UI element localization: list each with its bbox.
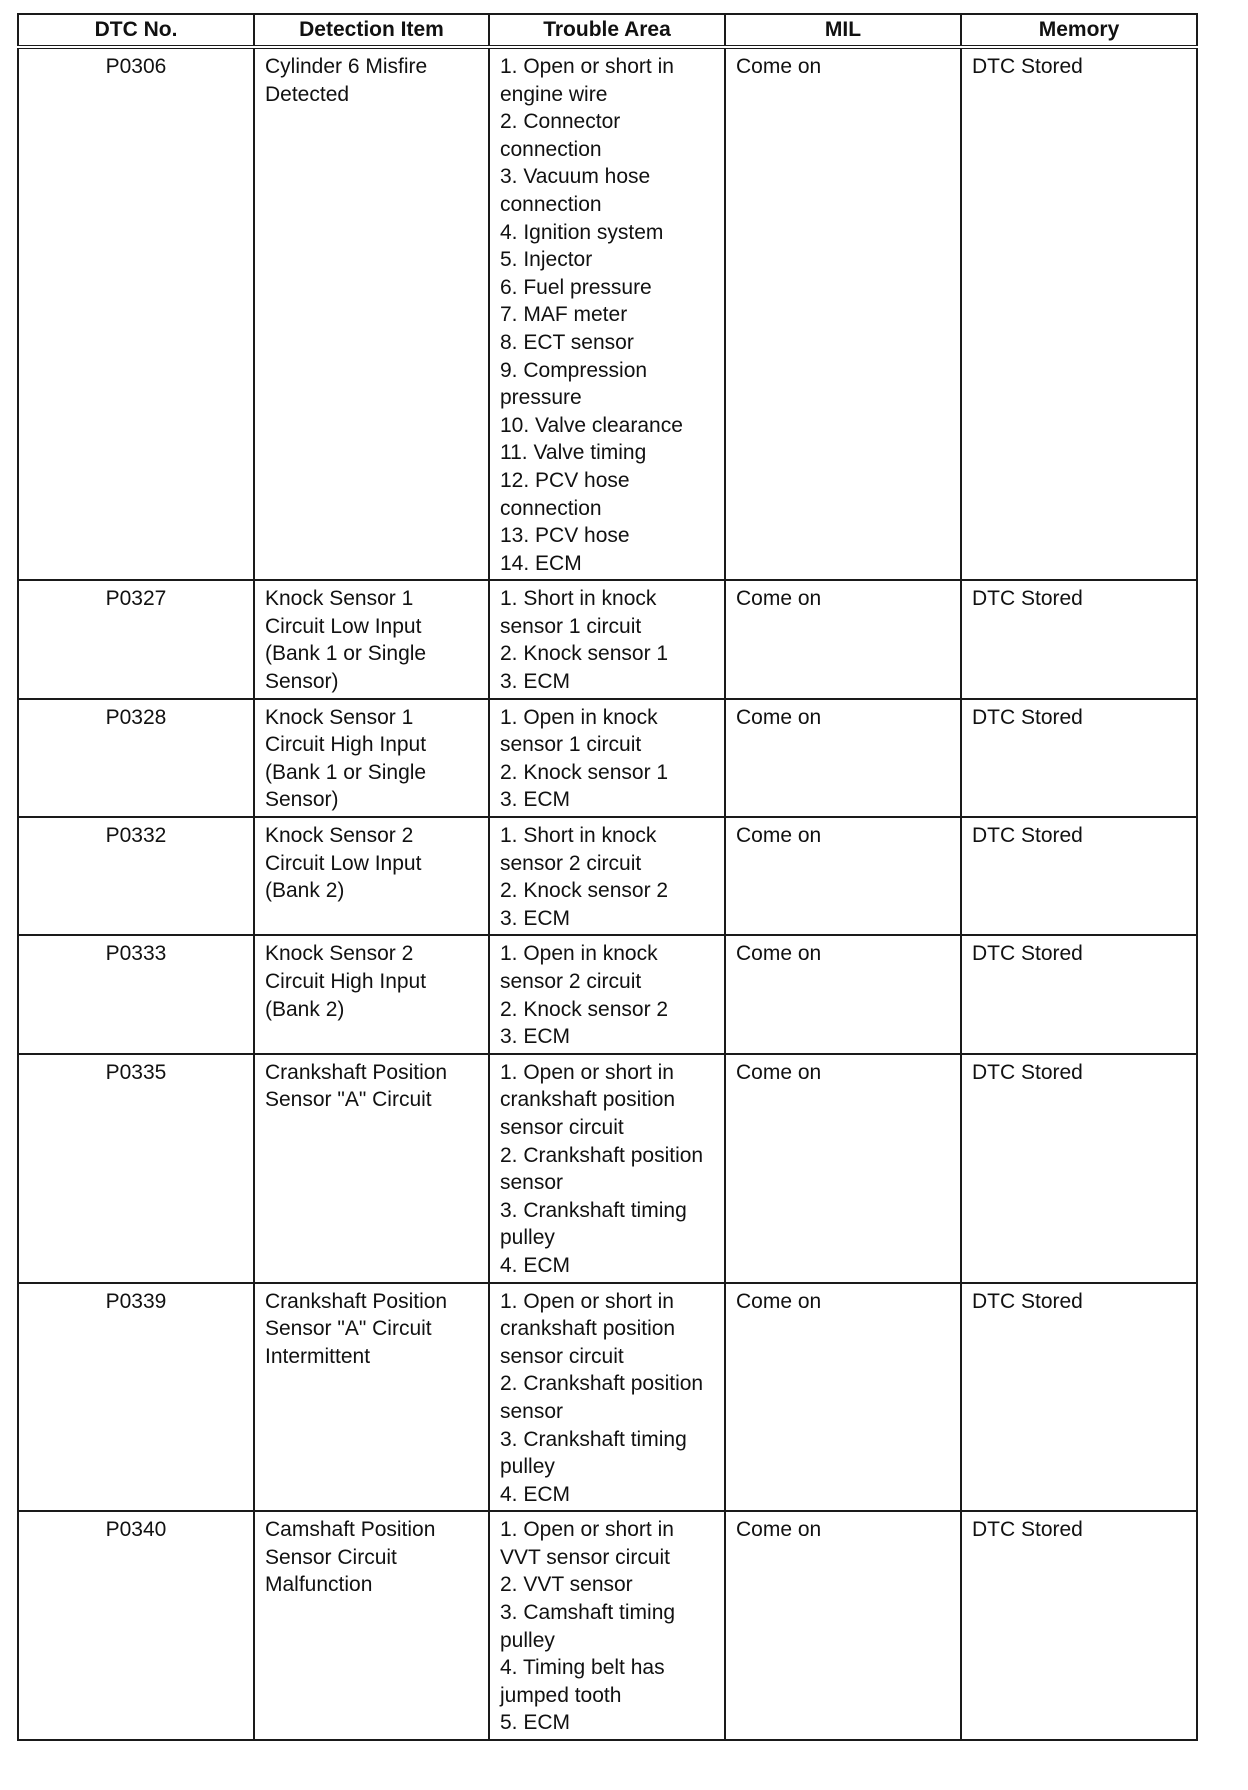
trouble-area-line: 3. Vacuum hose xyxy=(500,165,651,189)
dtc-code: P0333 xyxy=(18,935,254,1053)
trouble-area-line: connection xyxy=(500,137,602,161)
trouble-area-line: 3. ECM xyxy=(500,906,571,930)
trouble-area-line: sensor xyxy=(500,1399,564,1423)
mil-status: Come on xyxy=(725,1511,961,1740)
dtc-code: P0332 xyxy=(18,817,254,935)
header-dtc-no: DTC No. xyxy=(18,14,254,47)
detection-item-line: Cylinder 6 Misfire xyxy=(265,55,428,78)
memory-status: DTC Stored xyxy=(961,1054,1197,1283)
detection-item-line: Detected xyxy=(265,82,350,106)
detection-item-line: (Bank 1 or Single xyxy=(265,760,427,784)
trouble-area-line: 4. Timing belt has xyxy=(500,1656,665,1680)
trouble-area-line: 3. ECM xyxy=(500,1025,571,1049)
table-row xyxy=(18,699,1197,817)
trouble-area-line: 5. Injector xyxy=(500,248,593,272)
mil-status: Come on xyxy=(725,817,961,935)
memory-status: DTC Stored xyxy=(961,935,1197,1053)
detection-item-line: Camshaft Position xyxy=(265,1518,436,1542)
trouble-area-line: pulley xyxy=(500,1455,555,1479)
trouble-area-line: connection xyxy=(500,496,602,520)
trouble-area-line: 1. Open or short in xyxy=(500,55,674,78)
detection-item-line: Knock Sensor 1 xyxy=(265,587,414,611)
trouble-area-cell xyxy=(489,580,725,698)
dtc-code: P0327 xyxy=(18,580,254,698)
trouble-area-line: connection xyxy=(500,192,602,216)
trouble-area-line: 1. Short in knock xyxy=(500,587,657,611)
memory-status: DTC Stored xyxy=(961,1511,1197,1740)
trouble-area-line: 1. Short in knock xyxy=(500,824,657,848)
trouble-area-line: 1. Open or short in xyxy=(500,1060,674,1084)
trouble-area-line: 2. Connector xyxy=(500,110,621,134)
trouble-area-line: 4. ECM xyxy=(500,1482,571,1506)
trouble-area-line: 3. ECM xyxy=(500,788,571,812)
trouble-area-line: 2. Knock sensor 1 xyxy=(500,760,669,784)
trouble-area-line: sensor xyxy=(500,1171,564,1195)
detection-item-line: Crankshaft Position xyxy=(265,1289,448,1313)
detection-item-line: Knock Sensor 2 xyxy=(265,942,414,966)
trouble-area-line: pulley xyxy=(500,1226,555,1250)
mil-status: Come on xyxy=(725,1054,961,1283)
table-row xyxy=(18,935,1197,1053)
detection-item-line: Sensor) xyxy=(265,788,339,812)
detection-item-line: Circuit Low Input xyxy=(265,614,422,638)
memory-status: DTC Stored xyxy=(961,699,1197,817)
detection-item-line: Knock Sensor 2 xyxy=(265,824,414,848)
detection-item-line: Circuit High Input xyxy=(265,970,427,993)
dtc-code: P0340 xyxy=(18,1511,254,1740)
memory-status: DTC Stored xyxy=(961,580,1197,698)
trouble-area-line: 2. VVT sensor xyxy=(500,1573,633,1597)
trouble-area-cell xyxy=(489,817,725,935)
trouble-area-cell xyxy=(489,935,725,1053)
dtc-code: P0335 xyxy=(18,1054,254,1283)
trouble-area-line: 1. Open in knock xyxy=(500,942,658,966)
trouble-area-line: 12. PCV hose xyxy=(500,468,630,492)
trouble-area-cell xyxy=(489,1511,725,1740)
table-row xyxy=(18,1283,1197,1512)
table-row xyxy=(18,47,1197,580)
trouble-area-line: 2. Knock sensor 2 xyxy=(500,879,669,903)
detection-item-cell xyxy=(254,47,489,580)
trouble-area-line: sensor 2 circuit xyxy=(500,970,642,993)
trouble-area-line: 1. Open or short in xyxy=(500,1518,674,1542)
trouble-area-line: crankshaft position xyxy=(500,1317,676,1341)
trouble-area-line: 7. MAF meter xyxy=(500,303,628,327)
mil-status: Come on xyxy=(725,935,961,1053)
trouble-area-line: 10. Valve clearance xyxy=(500,413,683,437)
header-mil: MIL xyxy=(725,14,961,47)
trouble-area-line: 3. Crankshaft timing xyxy=(500,1198,687,1222)
trouble-area-cell xyxy=(489,699,725,817)
detection-item-line: Sensor Circuit xyxy=(265,1545,397,1569)
trouble-area-line: sensor 1 circuit xyxy=(500,733,642,757)
mil-status: Come on xyxy=(725,1283,961,1512)
detection-item-line: (Bank 2) xyxy=(265,997,345,1021)
trouble-area-line: 5. ECM xyxy=(500,1711,571,1735)
detection-item-line: Sensor "A" Circuit xyxy=(265,1088,432,1112)
trouble-area-line: 4. Ignition system xyxy=(500,220,664,244)
trouble-area-line: jumped tooth xyxy=(500,1683,622,1707)
detection-item-cell xyxy=(254,1511,489,1740)
table-body xyxy=(18,47,1197,1740)
trouble-area-line: pulley xyxy=(500,1628,555,1652)
trouble-area-line: 2. Crankshaft position xyxy=(500,1372,704,1396)
trouble-area-line: 2. Knock sensor 2 xyxy=(500,997,669,1021)
memory-status: DTC Stored xyxy=(961,817,1197,935)
trouble-area-line: 3. Camshaft timing xyxy=(500,1601,676,1625)
trouble-area-line: 1. Open in knock xyxy=(500,705,658,729)
detection-item-cell xyxy=(254,699,489,817)
trouble-area-line: 3. Crankshaft timing xyxy=(500,1427,687,1451)
trouble-area-line: 6. Fuel pressure xyxy=(500,275,652,299)
mil-status: Come on xyxy=(725,699,961,817)
trouble-area-line: crankshaft position xyxy=(500,1088,676,1112)
detection-item-line: Intermittent xyxy=(265,1344,371,1368)
trouble-area-line: sensor circuit xyxy=(500,1344,624,1368)
detection-item-line: Sensor "A" Circuit xyxy=(265,1317,432,1341)
header-row xyxy=(18,14,1197,47)
table-row xyxy=(18,1054,1197,1283)
mil-status: Come on xyxy=(725,580,961,698)
dtc-code: P0328 xyxy=(18,699,254,817)
table-row xyxy=(18,1511,1197,1740)
trouble-area-line: 8. ECT sensor xyxy=(500,330,634,354)
detection-item-line: Circuit High Input xyxy=(265,733,427,757)
dtc-code: P0306 xyxy=(18,47,254,580)
trouble-area-line: 13. PCV hose xyxy=(500,524,630,548)
trouble-area-cell xyxy=(489,1054,725,1283)
trouble-area-line: VVT sensor circuit xyxy=(500,1545,670,1569)
dtc-code: P0339 xyxy=(18,1283,254,1512)
table-row xyxy=(18,817,1197,935)
trouble-area-line: 11. Valve timing xyxy=(500,441,647,465)
header-trouble-area: Trouble Area xyxy=(489,14,725,47)
detection-item-cell xyxy=(254,1283,489,1512)
detection-item-cell xyxy=(254,935,489,1053)
trouble-area-line: 2. Crankshaft position xyxy=(500,1143,704,1167)
trouble-area-cell xyxy=(489,47,725,580)
trouble-area-line: sensor 2 circuit xyxy=(500,851,642,875)
detection-item-line: Crankshaft Position xyxy=(265,1060,448,1084)
trouble-area-line: 3. ECM xyxy=(500,670,571,694)
trouble-area-line: 4. ECM xyxy=(500,1253,571,1277)
detection-item-line: Circuit Low Input xyxy=(265,851,422,875)
trouble-area-line: 14. ECM xyxy=(500,551,582,575)
trouble-area-line: engine wire xyxy=(500,82,608,106)
table-header xyxy=(18,14,1197,47)
memory-status: DTC Stored xyxy=(961,47,1197,580)
detection-item-line: (Bank 1 or Single xyxy=(265,642,427,666)
detection-item-line: (Bank 2) xyxy=(265,879,345,903)
trouble-area-line: 9. Compression xyxy=(500,358,648,382)
detection-item-line: Knock Sensor 1 xyxy=(265,705,414,729)
trouble-area-line: pressure xyxy=(500,386,582,410)
dtc-table xyxy=(17,13,1198,1741)
detection-item-line: Malfunction xyxy=(265,1573,373,1597)
mil-status: Come on xyxy=(725,47,961,580)
header-memory: Memory xyxy=(961,14,1197,47)
detection-item-cell xyxy=(254,817,489,935)
trouble-area-line: 1. Open or short in xyxy=(500,1289,674,1313)
memory-status: DTC Stored xyxy=(961,1283,1197,1512)
detection-item-cell xyxy=(254,580,489,698)
trouble-area-cell xyxy=(489,1283,725,1512)
table-row xyxy=(18,580,1197,698)
trouble-area-line: sensor 1 circuit xyxy=(500,614,642,638)
detection-item-line: Sensor) xyxy=(265,670,339,694)
trouble-area-line: sensor circuit xyxy=(500,1115,624,1139)
trouble-area-line: 2. Knock sensor 1 xyxy=(500,642,669,666)
detection-item-cell xyxy=(254,1054,489,1283)
header-detection-item: Detection Item xyxy=(254,14,489,47)
